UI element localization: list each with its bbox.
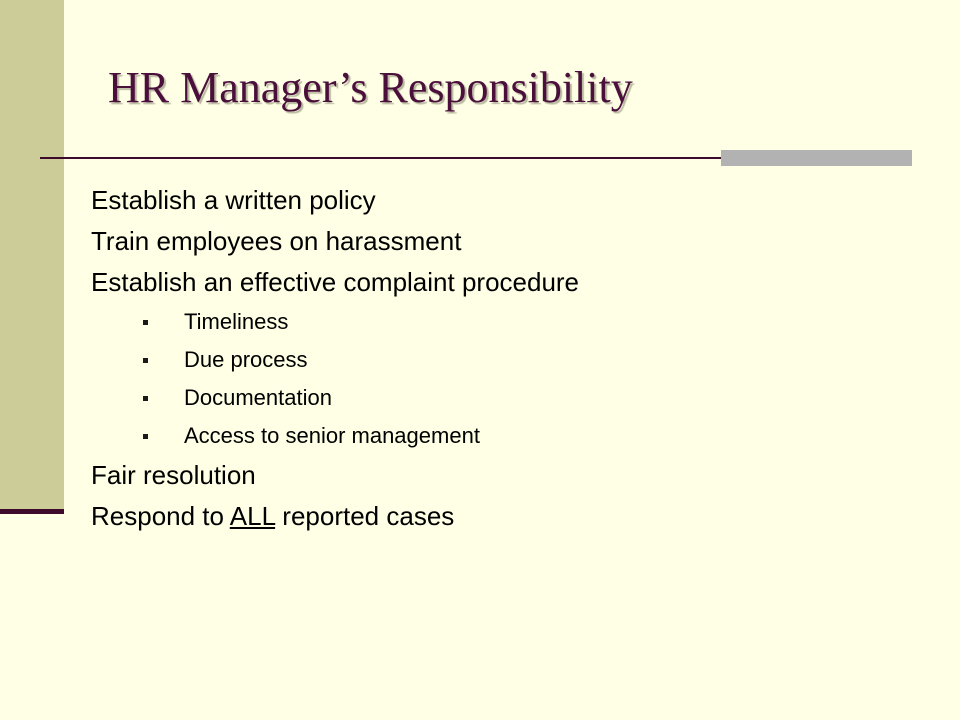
sub-list-item-text: Timeliness <box>184 309 289 334</box>
slide-title: HR Manager’s Responsibility <box>108 63 633 112</box>
left-accent-line <box>0 509 64 514</box>
list-item: Train employees on harassment <box>91 226 462 256</box>
bullet-list <box>91 180 579 537</box>
square-bullet-icon <box>143 434 148 439</box>
emphasis-text: ALL <box>229 501 276 531</box>
sub-list-item <box>91 379 579 417</box>
sub-list-item-text: Documentation <box>184 385 332 410</box>
sub-list-item-text: Access to senior management <box>184 423 480 448</box>
list-item: Establish a written policy <box>91 185 376 215</box>
list-item-text-before: Respond to <box>91 501 230 531</box>
left-decorative-bar <box>0 0 64 512</box>
list-item: Establish an effective complaint procedure <box>91 267 580 297</box>
list-item <box>91 496 579 537</box>
square-bullet-icon <box>143 396 148 401</box>
sub-list-item <box>91 303 579 341</box>
list-item: Fair resolution <box>91 460 256 490</box>
square-bullet-icon <box>143 320 148 325</box>
sub-list-item-text: Due process <box>184 347 308 372</box>
square-bullet-icon <box>143 358 148 363</box>
sub-list-item <box>91 417 579 455</box>
title-divider-accent <box>721 150 912 166</box>
list-item-text-after: reported cases <box>275 501 455 531</box>
sub-list-item <box>91 341 579 379</box>
